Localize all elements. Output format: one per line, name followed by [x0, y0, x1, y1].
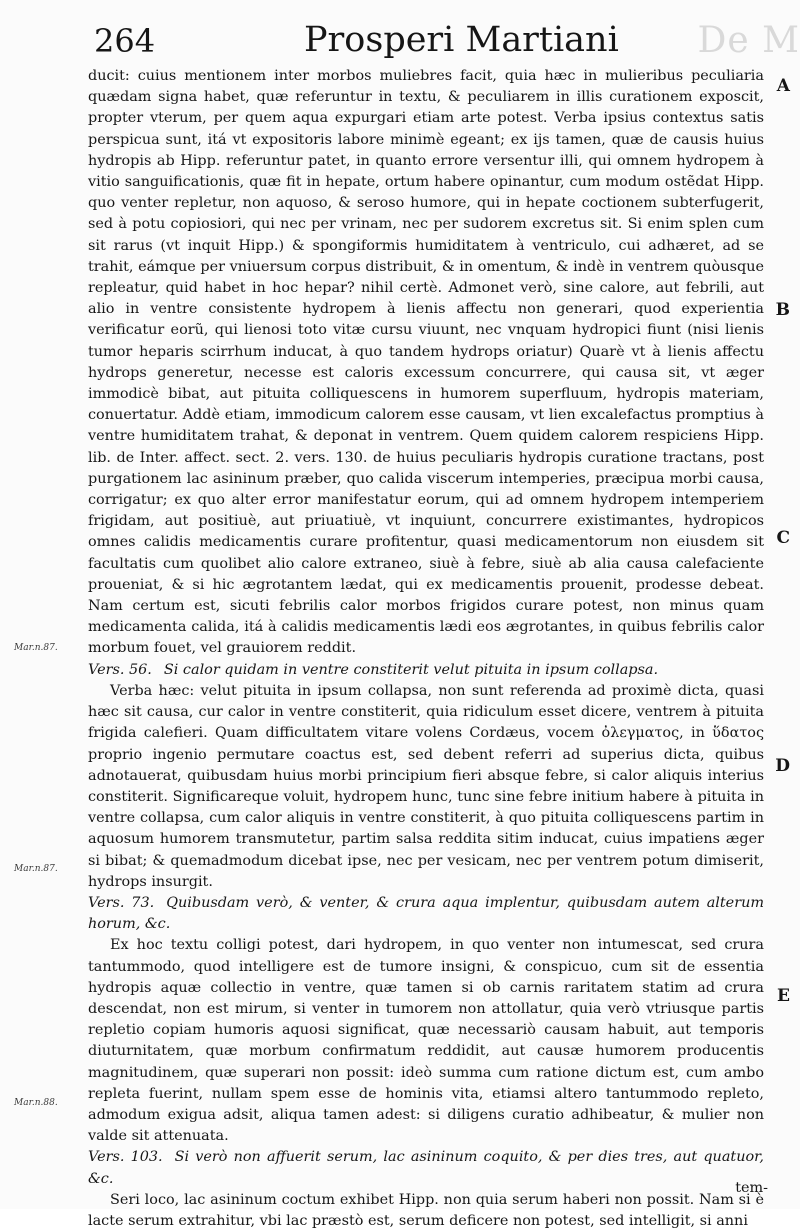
verse-ref: Vers. 56. [88, 661, 152, 678]
verse-heading-2 [88, 893, 764, 935]
verse-text: Si verò non affuerit serum, lac asininum coquito, & per dies tres, aut quatuor, &c. [88, 1149, 764, 1187]
margin-letter-c: C [776, 528, 790, 548]
margin-ref-1: Mar.n.87. [14, 643, 58, 653]
margin-letter-a: A [776, 76, 790, 96]
margin-letter-d: D [775, 756, 790, 776]
verse-text: Si calor quidam in ventre constiterit velut pituita in ipsum collapsa. [163, 661, 659, 678]
page-body [88, 66, 764, 1232]
opening-paragraph: ducit: cuius mentionem inter morbos muliebres facit, quia hæc in mulieribus peculiaria quædam signa habet, quæ referuntur in textu, & peculiarem in illis curationem exposcit, propter vterum, per quem aqua expurgari etiam arte potest. Verba ipsius contextus satis perspicua sunt, itá vt expositoris labore minimè egeant; ex ijs tamen, quæ de causis huius hydropis ab Hipp. referuntur patet, in quanto errore versentur illi, qui omnem hydropem à vitio sanguificationis, quæ fit in hepate, ortum habere opinantur, cum modum ostẽdat Hipp. quo venter repletur, non aquoso, & seroso humore, qui in hepate coctionem subterfugerit, sed à potu copiosiori, qui nec per vrinam, nec per sudorem excretus sit. Si enim splen cum sit rarus (vt inquit Hipp.) & spongiformis humiditatem à ventriculo, cui adhæret, ad se trahit, eámque per vniuersum corpus distribuit, & in omentum, & indè in ventrem quòusque repleatur, quid habet in hoc hepar? nihil certè. Admonet verò, sine calore, aut febrili, aut alio in ventre consistente hydropem à lienis affectu non generari, quod experientia verificatur eorũ, qui lienosi toto vitæ cursu viuunt, nec vnquam hydropici fiunt (nisi lienis tumor heparis scirrhum inducat, à quo tandem hydrops oriatur) Quarè vt à lienis affectu hydrops generetur, necesse est caloris excessum concurrere, qui causa sit, vt æger immodicè bibat, aut pituita colliquescens in humorem superfluum, hydropis materiam, conuertatur. Addè etiam, immodicum calorem esse causam, vt lien excalefactus promptius à ventre humiditatem trahat, & deponat in ventrem. Quem quidem calorem respiciens Hipp. lib. de Inter. affect. sect. 2. vers. 130. de huius peculiaris hydropis curatione tractans, post purgationem lac asininum præber, quo calida viscerum intemperies, præcipua morbi causa, corrigatur; ex quo alter error manifestatur eorum, qui ad omnem hydropem intemperiem frigidam, aut positiuè, aut priuatiuè, vt inquiunt, concurrere existimantes, hydropicos omnes calidis medicamentis curare profitentur, quasi medicamentorum non eiusdem sit facultatis cum quolibet alio calore extraneo, siuè à febre, siuè ab alia causa calefaciente proueniat, & si hic ægrotantem lædat, qui ex medicamentis prouenit, prodesse debeat. Nam certum est, sicuti febrilis calor morbos frigidos curare potest, non minus quam medicamenta calida, itá à calidis medicamentis lædi eos ægrotantes, in quibus febrilis calor morbum fouet, vel grauiorem reddit. [88, 68, 764, 657]
commentary-paragraph-1: Verba hæc: velut pituita in ipsum collapsa, non sunt referenda ad proximè dicta, quasi hæc sit causa, cur calor in ventre constiterit, quia ridiculum esset dicere, ventrem à pituita frigida calefieri. Quam difficultatem vitare volens Cordæus, vocem ὀλεγματος, in ὕδατος proprio ingenio permutare coactus est, sed debent referri ad superius dicta, quibus adnotauerat, quibusdam huius morbi principium fieri absque febre, si calor aliquis interius constiterit. Significareque voluit, hydropem hunc, tunc sine febre initium habere à pituita in ventre collapsa, cum calor aliquis in ventre constiterit, à quo pituita colliquescens partim in aquosum humorem transmutetur, partim salsa reddita sitim inducat, cuius impatiens æger si bibat; & quemadmodum dicebat ipse, nec per vesicam, nec per ventrem potum dimiserit, hydrops insurgit. [88, 682, 764, 890]
verse-heading-3 [88, 1147, 764, 1189]
page-header [94, 20, 794, 66]
margin-letter-e: E [777, 986, 790, 1006]
margin-ref-2: Mar.n.87. [14, 864, 58, 874]
margin-ref-3: Mar.n.88. [14, 1098, 58, 1108]
page-number: 264 [94, 22, 156, 60]
verse-text: Quibusdam verò, & venter, & crura aqua implentur, quibusdam autem alterum horum, &c. [88, 894, 764, 933]
catchword: tem- [735, 1180, 768, 1196]
margin-letter-b: B [775, 300, 790, 320]
commentary-paragraph-3: Seri loco, lac asininum coctum exhibet Hipp. non quia serum haberi non possit. Nam si è lacte serum extrahitur, vbi lac præstò est, serum deficere non potest, sed intelligit, si anni [88, 1191, 764, 1229]
verse-ref: Vers. 103. [88, 1149, 163, 1166]
commentary-paragraph-2: Ex hoc textu colligi potest, dari hydropem, in quo venter non intumescat, sed crura tantummodo, quod intelligere est de tumore insigni, & conspicuo, cum sit de essentia hydropis aquæ collectio in ventre, quæ tamen si ob carnis raritatem statim ad crura descendat, non est mirum, si venter in tumorem non attollatur, quia verò vtriusque partis repletio copiam humoris aquosi significat, quæ necessariò causam habuit, aut temporis diuturnitatem, quæ morbum confirmatum reddidit, aut causæ humorem producentis magnitudinem, quæ superari non possit: ideò summa cum ratione dictum est, cum ambo repleta fuerint, nullam spem esse de hominis vita, etiamsi altero tantummodo repleto, admodum exigua adsit, aliqua tamen adest: si diligens curatio adhibeatur, & mulier non valde sit attenuata. [88, 937, 764, 1145]
running-head: Prosperi Martiani [304, 20, 619, 60]
verse-ref: Vers. 73. [88, 894, 155, 911]
facing-page-bleed: De M [697, 20, 800, 61]
verse-heading-1 [88, 660, 764, 681]
